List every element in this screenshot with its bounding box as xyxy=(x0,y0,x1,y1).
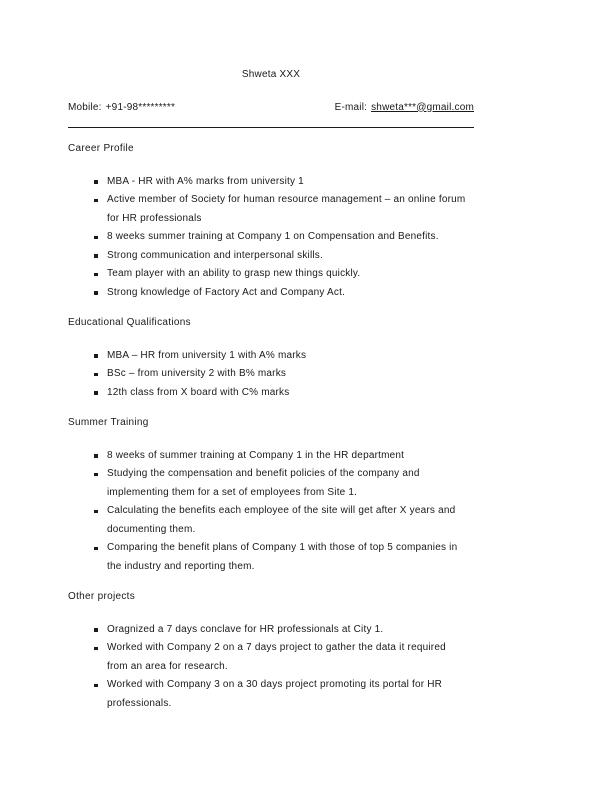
bullet-line: the industry and reporting them. xyxy=(107,560,255,572)
bullet-item xyxy=(107,173,474,192)
bullet-line: from an area for research. xyxy=(107,660,228,672)
bullet-line: documenting them. xyxy=(107,523,196,535)
bullet-item xyxy=(107,265,474,284)
bullet-item xyxy=(107,228,474,247)
section-heading-summer-training: Summer Training xyxy=(68,417,149,428)
mobile-label: Mobile: xyxy=(68,101,102,113)
contact-row xyxy=(68,99,474,118)
mobile-value: +91-98********* xyxy=(105,101,176,113)
bullet-item xyxy=(107,621,474,640)
bullet-line: BSc – from university 2 with B% marks xyxy=(107,368,287,379)
bullet-item xyxy=(107,284,474,303)
bullet-line: Strong knowledge of Factory Act and Company Act. xyxy=(107,286,346,298)
bullet-line: 12th class from X board with C% marks xyxy=(107,386,290,398)
bullet-list xyxy=(68,173,474,303)
bullet-line: Studying the compensation and benefit policies of the company and xyxy=(107,468,420,479)
bullet-item xyxy=(107,502,474,539)
bullet-item xyxy=(107,676,474,713)
bullet-line: for HR professionals xyxy=(107,212,202,224)
bullet-list xyxy=(68,347,474,403)
bullet-line: implementing them for a set of employees from Site 1. xyxy=(107,486,358,498)
bullet-line: Calculating the benefits each employee of the site will get after X years and xyxy=(107,505,456,516)
section-other-projects xyxy=(68,588,474,713)
email-info xyxy=(335,99,474,118)
bullet-item xyxy=(107,465,474,502)
bullet-item xyxy=(107,365,474,384)
email-link[interactable]: shweta***@gmail.com xyxy=(371,101,474,113)
bullet-line: 8 weeks of summer training at Company 1 in the HR department xyxy=(107,449,405,461)
bullet-item xyxy=(107,191,474,228)
bullet-item xyxy=(107,247,474,266)
resume-name: Shweta XXX xyxy=(241,69,301,80)
bullet-line: 8 weeks summer training at Company 1 on Compensation and Benefits. xyxy=(107,231,439,242)
bullet-line: Strong communication and interpersonal skills. xyxy=(107,249,323,261)
bullet-item xyxy=(107,539,474,576)
section-educational-qualifications xyxy=(68,314,474,402)
bullet-line: Oragnized a 7 days conclave for HR professionals at City 1. xyxy=(107,623,384,635)
section-summer-training xyxy=(68,414,474,576)
section-heading-career-profile: Career Profile xyxy=(68,143,134,154)
bullet-list xyxy=(68,621,474,714)
section-heading-educational-qualifications: Educational Qualifications xyxy=(68,317,191,328)
bullet-item xyxy=(107,639,474,676)
bullet-line: Worked with Company 2 on a 7 days project to gather the data it required xyxy=(107,642,446,653)
email-label: E-mail: xyxy=(334,101,368,113)
bullet-item xyxy=(107,347,474,366)
mobile-info xyxy=(68,99,175,118)
bullet-line: professionals. xyxy=(107,697,172,709)
section-heading-other-projects: Other projects xyxy=(68,591,136,602)
bullet-item xyxy=(107,447,474,466)
bullet-line: MBA – HR from university 1 with A% marks xyxy=(107,349,307,361)
bullet-line: Comparing the benefit plans of Company 1 with those of top 5 companies in xyxy=(107,542,458,553)
header-divider xyxy=(68,127,474,128)
bullet-line: Worked with Company 3 on a 30 days project promoting its portal for HR xyxy=(107,679,443,690)
bullet-line: Team player with an ability to grasp new things quickly. xyxy=(107,268,361,279)
bullet-line: Active member of Society for human resource management – an online forum xyxy=(107,194,466,205)
section-career-profile xyxy=(68,140,474,302)
bullet-list xyxy=(68,447,474,577)
resume-content xyxy=(68,66,474,713)
bullet-line: MBA - HR with A% marks from university 1 xyxy=(107,175,304,187)
bullet-item xyxy=(107,384,474,403)
